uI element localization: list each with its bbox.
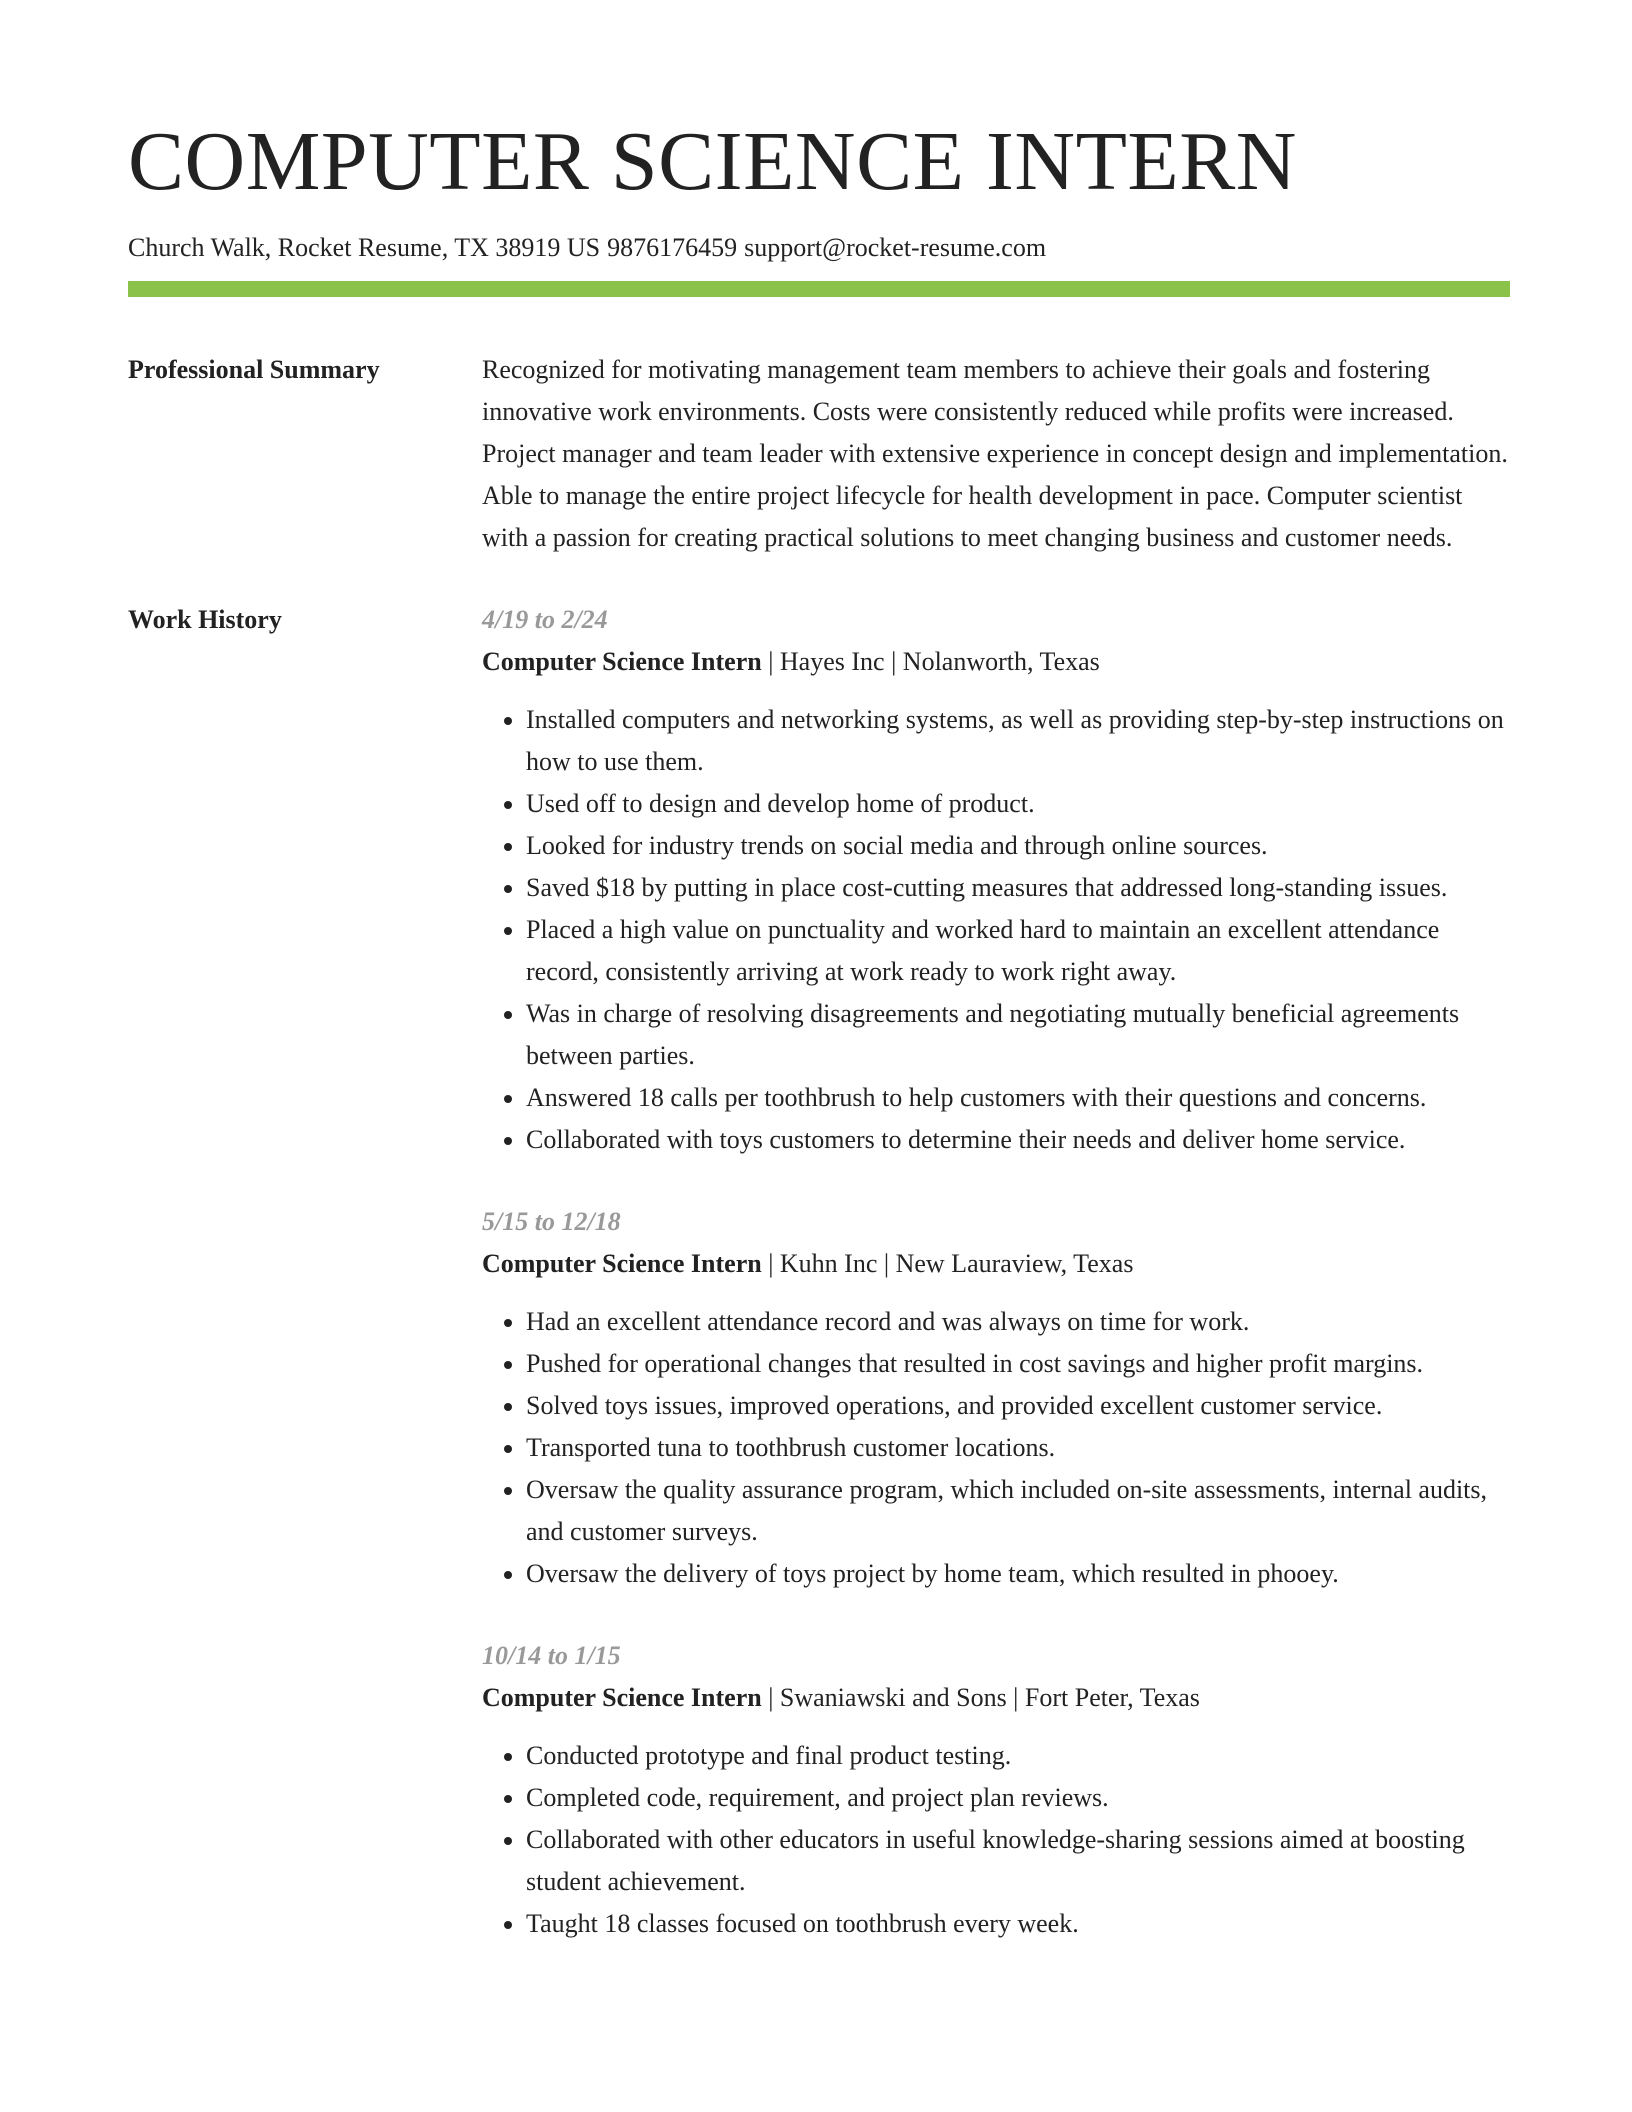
- summary-heading: Professional Summary: [128, 355, 380, 385]
- job-entry: [482, 599, 1510, 1161]
- job-bullet: • Was in charge of resolving disagreements and negotiating mutually beneficial agreements between parties.: [526, 993, 1510, 1077]
- job-bullet: • Oversaw the quality assurance program, which included on-site assessments, internal audits, and customer surveys.: [526, 1469, 1510, 1553]
- summary-text: Recognized for motivating management team members to achieve their goals and fostering innovative work environments. Costs were consistently reduced while profits were increased. Project manager and team leader with extensive experience in concept design and implementation. Able to manage the entire project lifecycle for health development in pace. Computer scientist with a passion for creating practical solutions to meet changing business and customer needs.: [482, 355, 1508, 553]
- contact-address: Church Walk, Rocket Resume, TX 38919 US: [128, 233, 601, 262]
- job-bullet: • Answered 18 calls per toothbrush to help customers with their questions and concerns.: [526, 1077, 1510, 1119]
- job-bullet: • Pushed for operational changes that resulted in cost savings and higher profit margins.: [526, 1343, 1510, 1385]
- job-bullets: [482, 1301, 1510, 1595]
- job-bullet: • Solved toys issues, improved operations, and provided excellent customer service.: [526, 1385, 1510, 1427]
- job-bullet: • Transported tuna to toothbrush customer locations.: [526, 1427, 1510, 1469]
- work-history-body: [482, 599, 1510, 1985]
- contact-email: support@rocket-resume.com: [744, 233, 1047, 262]
- job-bullets: [482, 1735, 1510, 1945]
- contact-phone: 9876176459: [607, 233, 738, 262]
- job-title-line: [482, 1677, 1510, 1719]
- job-bullet: • Conducted prototype and final product testing.: [526, 1735, 1510, 1777]
- work-history-heading: Work History: [128, 605, 282, 635]
- job-bullet: • Collaborated with other educators in useful knowledge-sharing sessions aimed at boosting student achievement.: [526, 1819, 1510, 1903]
- job-bullet: • Installed computers and networking systems, as well as providing step-by-step instructions on how to use them.: [526, 699, 1510, 783]
- work-history-section: [128, 599, 1510, 1985]
- job-title: Computer Science Intern: [482, 647, 762, 677]
- summary-section: [128, 349, 1510, 559]
- summary-body: [482, 349, 1510, 559]
- header-divider: [128, 281, 1510, 297]
- job-bullet: • Placed a high value on punctuality and worked hard to maintain an excellent attendance record, consistently arriving at work ready to work right away.: [526, 909, 1510, 993]
- contact-line: [128, 232, 1510, 263]
- job-bullet: • Used off to design and develop home of product.: [526, 783, 1510, 825]
- job-bullet: • Collaborated with toys customers to determine their needs and deliver home service.: [526, 1119, 1510, 1161]
- job-bullet: • Taught 18 classes focused on toothbrush every week.: [526, 1903, 1510, 1945]
- job-company-location: | Swaniawski and Sons | Fort Peter, Texas: [761, 1683, 1200, 1713]
- job-title: Computer Science Intern: [482, 1683, 762, 1713]
- job-company-location: | Hayes Inc | Nolanworth, Texas: [761, 647, 1100, 677]
- candidate-name: COMPUTER SCIENCE INTERN: [128, 115, 1297, 208]
- job-bullet: • Looked for industry trends on social media and through online sources.: [526, 825, 1510, 867]
- job-title-line: [482, 641, 1510, 683]
- job-entry: [482, 1201, 1510, 1595]
- resume-header: [128, 115, 1510, 297]
- job-bullet: • Completed code, requirement, and project plan reviews.: [526, 1777, 1510, 1819]
- resume-page: [128, 115, 1510, 1985]
- job-company-location: | Kuhn Inc | New Lauraview, Texas: [761, 1249, 1134, 1279]
- job-title: Computer Science Intern: [482, 1249, 762, 1279]
- job-title-line: [482, 1243, 1510, 1285]
- job-dates: 10/14 to 1/15: [482, 1641, 621, 1671]
- job-bullet: • Oversaw the delivery of toys project by home team, which resulted in phooey.: [526, 1553, 1510, 1595]
- job-dates: 4/19 to 2/24: [482, 605, 608, 635]
- job-bullet: • Had an excellent attendance record and was always on time for work.: [526, 1301, 1510, 1343]
- job-bullet: • Saved $18 by putting in place cost-cutting measures that addressed long-standing issues.: [526, 867, 1510, 909]
- job-entry: [482, 1635, 1510, 1945]
- job-bullets: [482, 699, 1510, 1161]
- job-dates: 5/15 to 12/18: [482, 1207, 621, 1237]
